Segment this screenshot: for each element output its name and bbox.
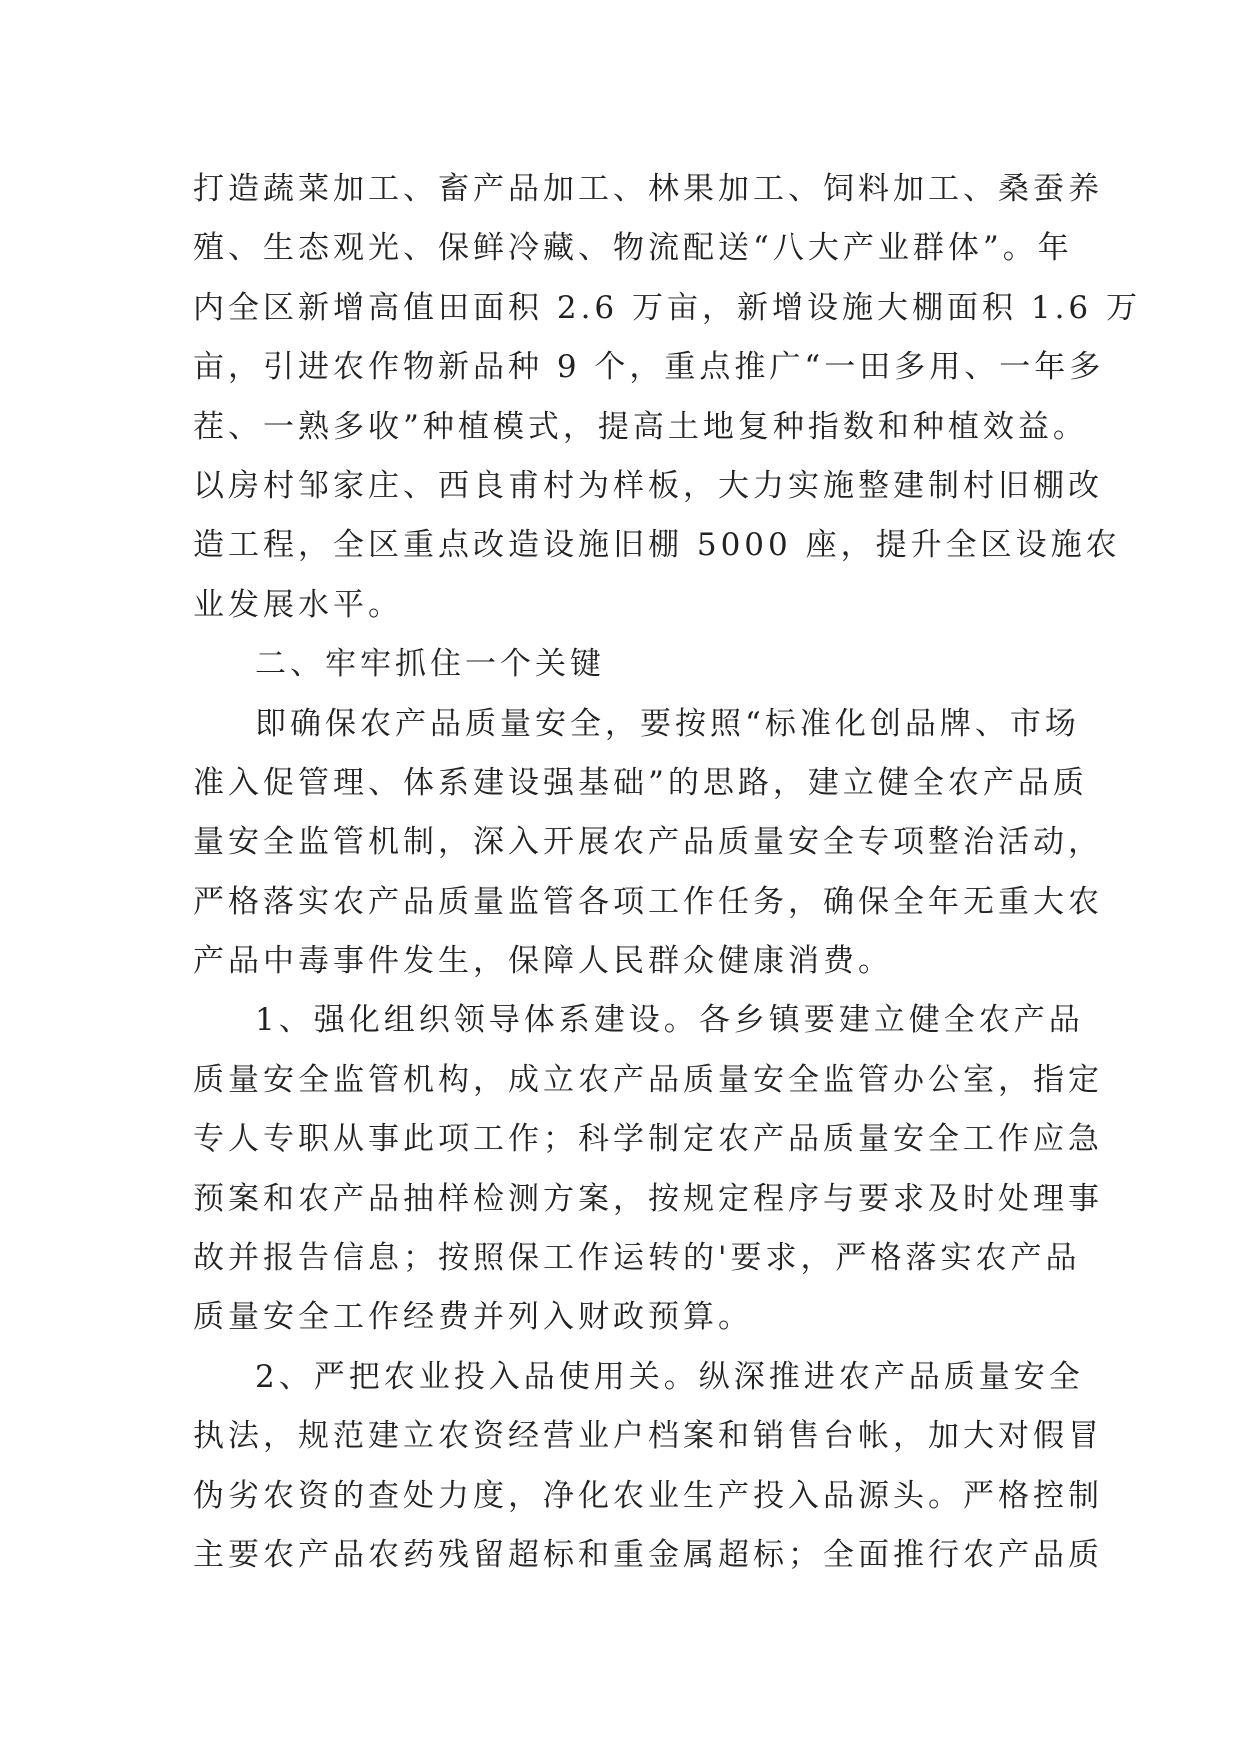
text-line: 以房村邹家庄、西良甫村为样板，大力实施整建制村旧棚改 <box>193 467 1103 504</box>
text-line: 专人专职从事此项工作；科学制定农产品质量安全工作应急 <box>193 1121 1103 1158</box>
text-line: 预案和农产品抽样检测方案，按规定程序与要求及时处理事 <box>193 1180 1103 1217</box>
text-line: 1、强化组织领导体系建设。各乡镇要建立健全农产品 <box>255 1002 1084 1039</box>
text-line: 殖、生态观光、保鲜冷藏、物流配送“八大产业群体”。年 <box>193 230 1073 267</box>
text-line: 造工程，全区重点改造设施旧棚 5000 座，提升全区设施农 <box>193 527 1121 564</box>
document-body <box>193 160 1142 1585</box>
text-line: 严格落实农产品质量监管各项工作任务，确保全年无重大农 <box>193 883 1103 920</box>
text-line: 茬、一熟多收”种植模式，提高土地复种指数和种植效益。 <box>193 408 1088 445</box>
text-line: 质量安全工作经费并列入财政预算。 <box>193 1299 753 1336</box>
text-line: 产品中毒事件发生，保障人民群众健康消费。 <box>193 943 893 980</box>
text-line: 执法，规范建立农资经营业户档案和销售台帐，加大对假冒 <box>193 1418 1103 1455</box>
text-line: 业发展水平。 <box>193 586 403 623</box>
text-line: 质量安全监管机构，成立农产品质量安全监管办公室，指定 <box>193 1061 1103 1098</box>
text-line: 故并报告信息；按照保工作运转的'要求，严格落实农产品 <box>193 1240 1081 1277</box>
text-line: 准入促管理、体系建设强基础”的思路，建立健全农产品质 <box>193 764 1088 801</box>
text-line: 伪劣农资的查处力度，净化农业生产投入品源头。严格控制 <box>193 1477 1103 1514</box>
text-line: 打造蔬菜加工、畜产品加工、林果加工、饲料加工、桑蚕养 <box>193 171 1103 207</box>
text-line: 即确保农产品质量安全，要按照“标准化创品牌、市场 <box>255 705 1080 742</box>
text-line: 亩，引进农作物新品种 9 个，重点推广“一田多用、一年多 <box>193 349 1105 386</box>
text-line: 2、严把农业投入品使用关。纵深推进农产品质量安全 <box>255 1358 1084 1395</box>
text-line: 量安全监管机制，深入开展农产品质量安全专项整治活动， <box>193 824 1103 861</box>
section-heading: 二、牢牢抓住一个关键 <box>255 646 605 683</box>
text-line: 主要农产品农药残留超标和重金属超标；全面推行农产品质 <box>193 1536 1103 1573</box>
text-line: 内全区新增高值田面积 2.6 万亩，新增设施大棚面积 1.6 万 <box>193 289 1142 326</box>
